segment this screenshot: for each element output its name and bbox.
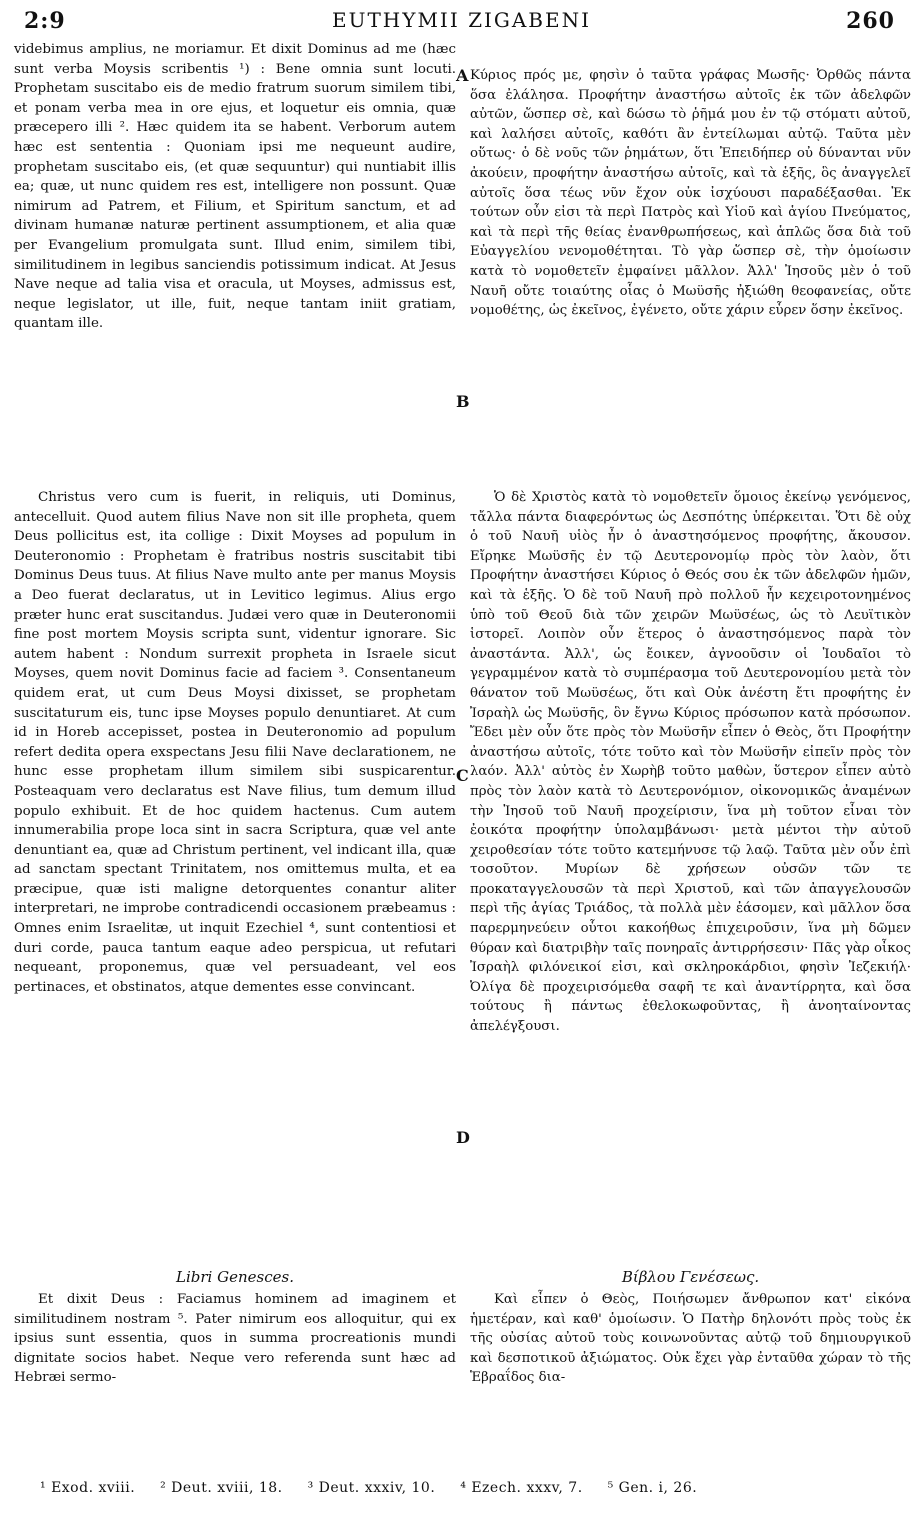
page-header [0, 0, 923, 44]
footnote-4: ⁴ Ezech. xxxv, 7. [460, 1480, 583, 1496]
greek-paragraph-3: Καὶ εἶπεν ὁ Θεὸς, Ποιήσωμεν ἄνθρωπον κατ' εἰκόνα ἡμετέραν, καὶ καθ' ὁμοίωσιν. Ὁ Πατὴρ δηλονότι πρὸς τοὺς ἐκ τῆς οὐσίας αὐτοῦ τοὺς κοινωνοῦντας αὐτῷ τοῦ δημιουργικοῦ καὶ δεσποτικοῦ ἀξιώματος. Οὐκ ἔχει γὰρ ἐνταῦθα χώραν τὸ τῆς Ἑβραΐδος δια- [470, 1292, 911, 1386]
latin-paragraph-2: Christus vero cum is fuerit, in reliquis, uti Dominus, antecelluit. Quod autem filius Nave non sit ille propheta, quem Deus pollicitus est, ita collige : Dixit Moyses ad populum in Deuteronomio : Prophetam è fratribus nostris suscitabit tibi Dominus Deus tuus. At filius Nave multo ante per manus Moysis a Deo fuerat declaratus, ut in Levitico legimus. Alius ergo præter hunc erat suscitandus. Judæi vero quæ in Deuteronomii fine post mortem Moysis scripta sunt, videntur ignorare. Sic autem habent : Nondum surrexit propheta in Israele sicut Moyses, quem novit Dominus facie ad faciem ³. Consentaneum quidem erat, ut cum Deus Moysi dixisset, se prophetam suscitaturum eis, tunc ipse Moyses populo denuntiaret. At cum id in Horeb accepisset, postea in Deuteronomio ad populum refert dedita opera exspectans Jesu filii Nave declarationem, ne hunc esse prophetam illum similem sibi suspicarentur. Posteaquam vero declaratus est Nave filius, tum demum illud populo exhibuit. Et de hoc quidem hactenus. Cum autem innumerabilia prope loca sint in sacra Scriptura, quæ vel ante denuntiant ea, quæ ad Christum pertinent, vel indicant illa, quæ ad sanctam spectant Trinitatem, nos omittemus multa, et ea præcipue, quæ isti maligne detorquentes conantur aliter interpretari, ne improbe contradicendi occasionem præbeamus : Omnes enim Israelitæ, ut inquit Ezechiel ⁴, sunt contentiosi et duri corde, pauca tantum eaque adeo perspicua, ut refutari nequeant, proponemus, quæ vel persuadeant, vel eos pertinaces, et obstinatos, atque dementes esse convincant. [14, 490, 456, 995]
greek-paragraph-2: Ὁ δὲ Χριστὸς κατὰ τὸ νομοθετεῖν ὅμοιος ἐκείνῳ γενόμενος, τἄλλα πάντα διαφερόντως ὡς Δεσπότης ὑπέρκειται. Ὅτι δὲ οὐχ ὁ τοῦ Ναυῆ υἱὸς ἦν ὁ ἀναστησόμενος προφήτης, ἄκουσον. Εἴρηκε Μωϋσῆς ἐν τῷ Δευτερονομίῳ πρὸς τὸν λαὸν, ὅτι Προφήτην ἀναστήσει Κύριος ὁ Θεός σου ἐκ τῶν ἀδελφῶν ἡμῶν, καὶ τὰ ἑξῆς. Ὁ δὲ τοῦ Ναυῆ πρὸ πολλοῦ ἦν κεχειροτονημένος ὑπὸ τοῦ Θεοῦ διὰ τῶν χειρῶν Μωϋσέως, ὡς τὸ Λευϊτικὸν ἱστορεῖ. Λοιπὸν οὖν ἕτερος ὁ ἀναστησόμενος παρὰ τὸν ἀναστάντα. Ἀλλ', ὡς ἔοικεν, ἀγνοοῦσιν οἱ Ἰουδαῖοι τὸ γεγραμμένον κατὰ τὸ συμπέρασμα τοῦ Δευτερονομίου μετὰ τὸν θάνατον τοῦ Μωϋσέως, ὅτι καὶ Οὐκ ἀνέστη ἔτι προφήτης ἐν Ἰσραὴλ ὡς Μωϋσῆς, ὃν ἔγνω Κύριος πρόσωπον κατὰ πρόσωπον. Ἔδει μὲν οὖν ὅτε πρὸς τὸν Μωϋσῆν εἶπεν ὁ Θεὸς, ὅτι Προφήτην ἀναστήσω αὐτοῖς, τότε τοῦτο καὶ τὸν Μωϋσῆν εἰπεῖν πρὸς τὸν λαόν. Ἀλλ' αὐτὸς ἐν Χωρὴβ τοῦτο μαθὼν, ὕστερον εἶπεν αὐτὸ πρὸς τὸν λαὸν κατὰ τὸ Δευτερονόμιον, οἰκονομικῶς ἀναμένων τὴν Ἰησοῦ τοῦ Ναυῆ προχείρισιν, ἵνα μὴ τοῦτον εἶναι τὸν ἐοικότα προφήτην ὑπολαμβάνωσι· μετὰ μέντοι τὴν αὐτοῦ χειροθεσίαν τότε τοῦτο κατεμήνυσε τῷ λαῷ. Ταῦτα μὲν οὖν ἐπὶ τοσοῦτον. Μυρίων δὲ χρήσεων οὐσῶν τῶν τε προκαταγγελουσῶν τὰ περὶ Χριστοῦ, καὶ τῶν ἀπαγγελουσῶν περὶ τῆς ἁγίας Τριάδος, τὰ πολλὰ μὲν ἐάσομεν, καὶ μᾶλλον ὅσα παρερμηνεύειν οὗτοι κακοήθως ἐπιχειροῦσιν, ἵνα μὴ δῶμεν θύραν καὶ διατριβὴν ταῖς πονηραῖς ἀντιρρήσεσιν· Πᾶς γὰρ οἶκος Ἰσραὴλ φιλόνεικοί εἰσι, καὶ σκληροκάρδιοι, φησὶν Ἰεζεκιήλ· Ὀλίγα δὲ προχειρισόμεθα σαφῆ τε καὶ ἀναντίρρητα, καὶ ὅσα τούτους ἢ πάντως ἐθελοκωφοῦντας, ἢ ἀνοηταίνοντας ἀπελέγξουσι. [470, 490, 911, 1035]
latin-paragraph-3: Et dixit Deus : Faciamus hominem ad imaginem et similitudinem nostram ⁵. Pater nimirum eos alloquitur, qui ex ipsius sunt essentia, quos in summa procreationis mundi dignitate socios habet. Neque vero referenda sunt hæc ad Hebræi sermo- [14, 1292, 456, 1386]
latin-column-bottom [14, 1290, 456, 1388]
footnote-5: ⁵ Gen. i, 26. [607, 1480, 698, 1496]
page-number-right: 260 [846, 8, 895, 34]
page-number-left: 2:9 [24, 8, 66, 34]
footnotes [40, 1480, 900, 1496]
greek-paragraph-1: Κύριος πρός με, φησὶν ὁ ταῦτα γράφας Μωσῆς· Ὀρθῶς πάντα ὅσα ἐλάλησα. Προφήτην ἀναστήσω αὐτοῖς ἐκ τῶν ἀδελφῶν αὐτῶν, ὥσπερ σὲ, καὶ δώσω τὸ ῥῆμά μου ἐν τῷ στόματι αὐτοῦ, καὶ λαλήσει αὐτοῖς, καθότι ἂν ἐντείλωμαι αὐτῷ. Ταῦτα μὲν οὕτως· ὁ δὲ νοῦς τῶν ῥημάτων, ὅτι Ἐπειδήπερ οὐ δύνανται νῦν ἀκούειν, προφήτην ἀναστήσω αὐτοῖς, καὶ τὰ ἑξῆς, ὃς ἀναγγελεῖ αὐτοῖς ὅσα τέως νῦν ἔχον οὐκ ἰσχύουσι παραδέξασθαι. Ἐκ τούτων οὖν εἰσι τὰ περὶ Πατρὸς καὶ Υἱοῦ καὶ ἁγίου Πνεύματος, καὶ τὰ περὶ τῆς θείας ἐνανθρωπήσεως, καὶ ἁπλῶς ὅσα διὰ τοῦ Εὐαγγελίου νενομοθέτηται. Τὸ γὰρ ὥσπερ σὲ, τὴν ὁμοίωσιν κατὰ τὸ νομοθετεῖν ἐμφαίνει μᾶλλον. Ἀλλ' Ἰησοῦς μὲν ὁ τοῦ Ναυῆ οὔτε τοιαύτης οἷας ὁ Μωϋσῆς ἠξιώθη θεοφανείας, οὔτε νομοθέτης, ὡς ἐκεῖνος, ἐγένετο, οὔτε χάριν εὗρεν ὅσην ἐκεῖνος. [470, 68, 911, 319]
running-head: EUTHYMII ZIGABENI [332, 8, 591, 32]
latin-paragraph-1: videbimus amplius, ne moriamur. Et dixit Dominus ad me (hæc sunt verba Moysis scribentis ¹) : Bene omnia sunt locuti. Prophetam suscitabo eis de medio fratrum suorum similem tibi, et ponam verba mea in ore ejus, et loquetur eis omnia, quæ præcepero illi ². Hæc quidem ita se habent. Verborum autem hæc est sententia : Quoniam ipsi me nequeunt audire, prophetam suscitabo eis, (et quæ sequuntur) qui nuntiabit illis ea; quæ, ut nunc quidem res est, intelligere non possunt. Quæ nimirum ad Patrem, et Filium, et Spiritum sanctum, et ad divinam humanæ naturæ pertinent assumptionem, et alia quæ per Evangelium promulgata sunt. Illud enim, similem tibi, similitudinem in legibus sanciendis potissimum indicat. At Jesus Nave neque ad talia visa et oracula, ut Moyses, admissus est, neque legislator, ut ille, fuit, neque tantam iniit gratiam, quantam ille. [14, 42, 456, 332]
greek-column-top [470, 66, 911, 321]
greek-column-middle [470, 488, 911, 1037]
latin-column-top [14, 40, 456, 334]
greek-column-bottom [470, 1290, 911, 1388]
margin-marker-b: B [456, 392, 470, 411]
greek-subheading: Βίβλου Γενέσεως. [621, 1268, 760, 1286]
margin-marker-c: C [456, 766, 469, 785]
footnote-1: ¹ Exod. xviii. [40, 1480, 136, 1496]
footnote-2: ² Deut. xviii, 18. [160, 1480, 283, 1496]
margin-marker-d: D [456, 1128, 470, 1147]
latin-column-middle [14, 488, 456, 997]
margin-marker-a: A [456, 66, 469, 85]
footnote-3: ³ Deut. xxxiv, 10. [307, 1480, 436, 1496]
latin-subheading: Libri Genesces. [176, 1268, 294, 1286]
